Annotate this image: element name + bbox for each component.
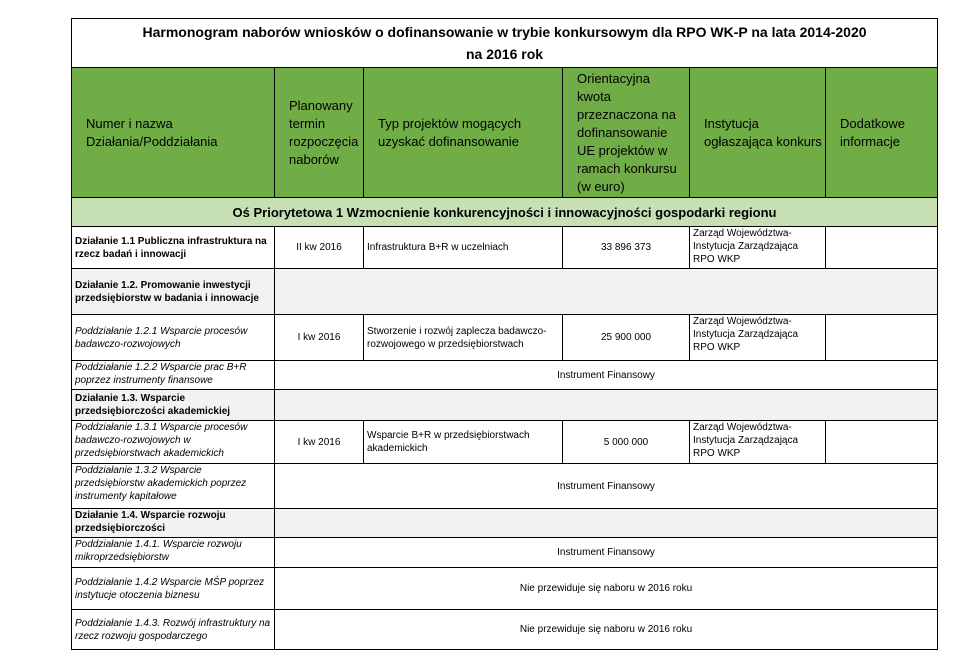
- row-name: Poddziałanie 1.3.2 Wsparcie przedsiębiorstw akademickich poprzez instrumenty kapitałowe: [72, 464, 275, 509]
- row-name: Poddziałanie 1.2.1 Wsparcie procesów badawczo-rozwojowych: [72, 315, 275, 361]
- table-row: [72, 464, 938, 509]
- row-name: Poddziałanie 1.3.1 Wsparcie procesów badawczo-rozwojowych w przedsiębiorstwach akademickich: [72, 421, 275, 464]
- row-name: Działanie 1.4. Wsparcie rozwoju przedsiębiorczości: [72, 509, 275, 538]
- row-name: Poddziałanie 1.4.3. Rozwój infrastruktury na rzecz rozwoju gospodarczego: [72, 610, 275, 650]
- table-row: [72, 269, 938, 315]
- row-term: I kw 2016: [275, 315, 364, 361]
- header-row: [72, 68, 938, 198]
- row-term: II kw 2016: [275, 227, 364, 269]
- row-amount: 5 000 000: [563, 421, 690, 464]
- table-row: [72, 610, 938, 650]
- header-project-type: Typ projektów mogących uzyskać dofinansowanie: [364, 68, 563, 198]
- row-amount: 25 900 000: [563, 315, 690, 361]
- title-line-1: Harmonogram naborów wniosków o dofinansowanie w trybie konkursowym dla RPO WK-P na lata 2014-2020: [142, 24, 867, 40]
- row-merged-note: Instrument Finansowy: [275, 361, 938, 390]
- row-name: Poddziałanie 1.4.1. Wsparcie rozwoju mikroprzedsiębiorstw: [72, 538, 275, 568]
- row-name: Działanie 1.3. Wsparcie przedsiębiorczości akademickiej: [72, 390, 275, 421]
- row-name: Działanie 1.2. Promowanie inwestycji przedsiębiorstw w badania i innowacje: [72, 269, 275, 315]
- title-line-2: na 2016 rok: [465, 46, 544, 62]
- row-merged-note: Nie przewiduje się naboru w 2016 roku: [275, 610, 938, 650]
- row-merged-note: Nie przewiduje się naboru w 2016 roku: [275, 568, 938, 610]
- table-row: [72, 390, 938, 421]
- row-term: I kw 2016: [275, 421, 364, 464]
- header-additional-info: Dodatkowe informacje: [826, 68, 938, 198]
- row-type: Stworzenie i rozwój zaplecza badawczo-rozwojowego w przedsiębiorstwach: [364, 315, 563, 361]
- row-empty-span: [275, 509, 938, 538]
- row-type: Wsparcie B+R w przedsiębiorstwach akademickich: [364, 421, 563, 464]
- row-amount: 33 896 373: [563, 227, 690, 269]
- row-info: [826, 227, 938, 269]
- row-name: Poddziałanie 1.2.2 Wsparcie prac B+R poprzez instrumenty finansowe: [72, 361, 275, 390]
- row-merged-note: Instrument Finansowy: [275, 538, 938, 568]
- header-amount: Orientacyjna kwota przeznaczona na dofinansowanie UE projektów w ramach konkursu (w euro): [563, 68, 690, 198]
- row-empty-span: [275, 390, 938, 421]
- schedule-table: [71, 18, 938, 650]
- row-info: [826, 315, 938, 361]
- row-name: Poddziałanie 1.4.2 Wsparcie MŚP poprzez instytucje otoczenia biznesu: [72, 568, 275, 610]
- row-info: [826, 421, 938, 464]
- table-title: [72, 19, 938, 68]
- priority-axis-label: Oś Priorytetowa 1 Wzmocnienie konkurencyjności i innowacyjności gospodarki regionu: [72, 198, 938, 227]
- row-institution: Zarząd Województwa-Instytucja Zarządzająca RPO WKP: [690, 315, 826, 361]
- table-row: [72, 227, 938, 269]
- row-institution: Zarząd Województwa-Instytucja Zarządzająca RPO WKP: [690, 421, 826, 464]
- table-row: [72, 421, 938, 464]
- header-institution: Instytucja ogłaszająca konkurs: [690, 68, 826, 198]
- row-empty-span: [275, 269, 938, 315]
- table-row: [72, 315, 938, 361]
- table-row: [72, 509, 938, 538]
- row-type: Infrastruktura B+R w uczelniach: [364, 227, 563, 269]
- table-row: [72, 568, 938, 610]
- row-institution: Zarząd Województwa-Instytucja Zarządzająca RPO WKP: [690, 227, 826, 269]
- row-merged-note: Instrument Finansowy: [275, 464, 938, 509]
- header-action-name: Numer i nazwa Działania/Poddziałania: [72, 68, 275, 198]
- header-planned-term: Planowany termin rozpoczęcia naborów: [275, 68, 364, 198]
- row-name: Działanie 1.1 Publiczna infrastruktura na rzecz badań i innowacji: [72, 227, 275, 269]
- table-row: [72, 361, 938, 390]
- table-row: [72, 538, 938, 568]
